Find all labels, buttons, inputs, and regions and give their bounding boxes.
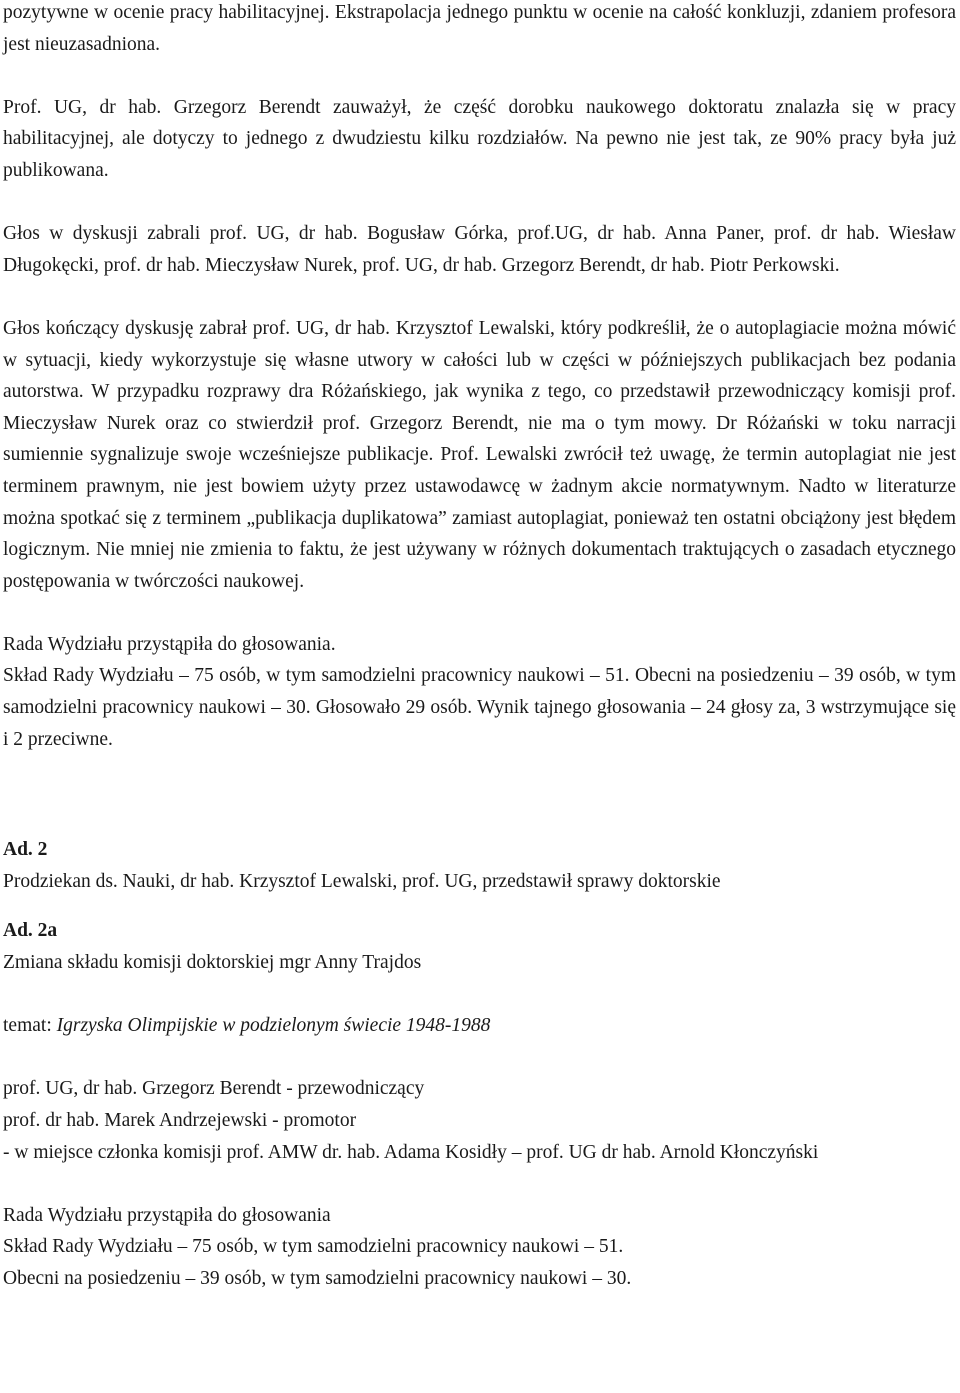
committee-member-promoter: prof. dr hab. Marek Andrzejewski - promotor (3, 1110, 357, 1131)
vote1-intro: Rada Wydziału przystąpiła do głosowania. (3, 633, 336, 655)
vote2-line1: Skład Rady Wydziału – 75 osób, w tym samodzielni pracownicy naukowi – 51. (3, 1236, 624, 1258)
committee-member-chair: prof. UG, dr hab. Grzegorz Berendt - przewodniczący (3, 1078, 425, 1100)
committee-member-replacement: - w miejsce członka komisji prof. AMW dr. hab. Adama Kosidły – prof. UG dr hab. Arnold Kłonczyński (3, 1141, 819, 1163)
paragraph-berendt-remark: Prof. UG, dr hab. Grzegorz Berendt zauważył, że część dorobku naukowego doktoratu znalazła się w pracy habilitacyjnej, ale dotyczy to jednego z dwudziestu kilku rozdziałów. Na pewno nie jest tak, ze 90% pracy była już publikowana. (3, 96, 956, 181)
paragraph-discussion-participants: Głos w dyskusji zabrali prof. UG, dr hab. Bogusław Górka, prof.UG, dr hab. Anna Paner, prof. dr hab. Wiesław Długokęcki, prof. dr hab. Mieczysław Nurek, prof. UG, dr hab. Grzegorz Berendt, dr hab. Piotr Perkowski. (3, 223, 956, 276)
document-page (3, 0, 956, 1295)
vote2-intro: Rada Wydziału przystąpiła do głosowania (3, 1204, 331, 1226)
section-heading-ad2a: Ad. 2a (3, 920, 58, 942)
ad2-text: Prodziekan ds. Nauki, dr hab. Krzysztof Lewalski, prof. UG, przedstawił sprawy doktorskie (3, 870, 721, 892)
paragraph-closing-remarks: Głos kończący dyskusję zabrał prof. UG, dr hab. Krzysztof Lewalski, który podkreślił, że o autoplagiacie można mówić w sytuacji, kiedy wykorzystuje się własne utwory w całości lub w części w późniejszych publikacjach bez podania autorstwa. W przypadku rozprawy dra Różańskiego, jak wynika z tego, co przedstawił przewodniczący komisji prof. Mieczysław Nurek oraz co stwierdził prof. Grzegorz Berendt, nie ma o tym mowy. Dr Różański w toku narracji sumiennie sygnalizuje swoje wcześniejsze publikacje. Prof. Lewalski zwrócił też uwagę, że termin autoplagiat nie jest terminem prawnym, nie jest bowiem użyty przez ustawodawcę w żadnym akcie normatywnym. Nadto w literaturze można spotkać się z terminem „publikacja duplikatowa” zamiast autoplagiat, ponieważ ten ostatni obciążony jest błędem logicznym. Nie mniej nie zmienia to faktu, że jest używany w różnych dokumentach traktujących o zasadach etycznego postępowania w twórczości naukowej. (3, 317, 956, 592)
paragraph-habilitation-assessment: pozytywne w ocenie pracy habilitacyjnej. Ekstrapolacja jednego punktu w ocenie na całość konkluzji, zdaniem profesora jest nieuzasadniona. (3, 2, 956, 55)
topic-line (3, 1010, 956, 1042)
topic-label: temat: (3, 1015, 57, 1037)
topic-title: Igrzyska Olimpijskie w podzielonym świecie 1948-1988 (56, 1015, 491, 1037)
section-heading-ad2: Ad. 2 (3, 839, 48, 861)
ad2a-text: Zmiana składu komisji doktorskiej mgr Anny Trajdos (3, 952, 422, 974)
vote1-result: Skład Rady Wydziału – 75 osób, w tym samodzielni pracownicy naukowi – 51. Obecni na posiedzeniu – 39 osób, w tym samodzielni pracownicy naukowi – 30. Głosowało 29 osób. Wynik tajnego głosowania – 24 głosy za, 3 wstrzymujące się i 2 przeciwne. (3, 665, 956, 750)
vote2-line2: Obecni na posiedzeniu – 39 osób, w tym samodzielni pracownicy naukowi – 30. (3, 1267, 632, 1289)
